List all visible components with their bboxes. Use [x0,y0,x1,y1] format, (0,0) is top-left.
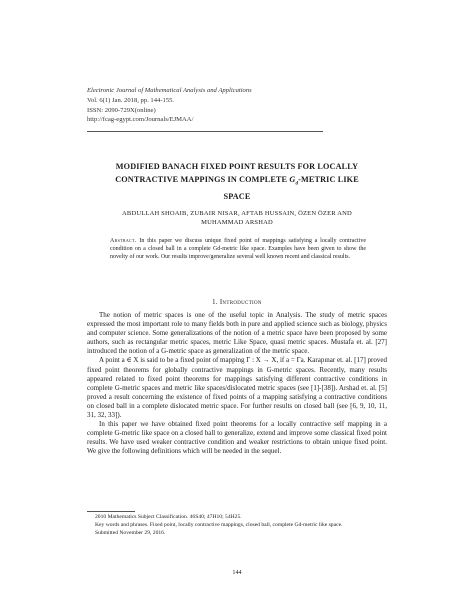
journal-volume: Vol. 6(1) Jan. 2018, pp. 144-155. [87,96,175,104]
journal-name: Electronic Journal of Mathematical Analysis and Applications [87,87,252,94]
title-line-2-post: -METRIC LIKE [298,174,359,184]
footnote-rule [87,511,135,512]
section-heading [87,299,387,306]
title-math-gd: $G_d$ [289,174,299,187]
title-line-3: SPACE [223,191,251,201]
abstract-label: Abstract. [110,238,137,244]
authors-line-1: ABDULLAH SHOAIB, ZUBAIR NISAR, AFTAB HUSSAIN, ÖZEN ÖZER AND [122,210,352,217]
footnote-submitted: Submitted November 29, 2016. [95,529,166,536]
author-list [87,210,387,227]
header-rule [87,131,323,132]
section-number: 1. [212,299,218,306]
abstract-text: In this paper we discuss unique fixed point of mappings satisfying a locally contractive condition on a closed ball in a complete Gd-metric like space. Examples have been given to show the novelty of our work. Our results improve/generalize several well known recent and classical results. [110,238,367,260]
journal-header [87,86,387,125]
paper-title [87,161,387,203]
title-line-1: MODIFIED BANACH FIXED POINT RESULTS FOR LOCALLY [115,162,359,171]
paragraph-3: In this paper we have obtained fixed point theorems for a locally contractive self mapping in a complete G-metric like space on a closed ball to generalize, extend and improve some classical fixed point results. We have used weaker contractive condition and weaker restrictions to obtain unique fixed point. We give the following definitions which will be needed in the sequel. [87,420,387,456]
footnotes [87,514,387,538]
page-number: 144 [232,569,242,576]
paragraph-2: A point a ∈ X is said to be a fixed point of mapping Γ : X → X, if a = Γa. Karapınar et. al. [17] proved fixed point theorems for globally contractive mappings in G-metric spaces. Recently, many results appeared related to fixed point theorems for mappings satisfying different contractive conditions in complete G-metric spaces and metric like spaces/dislocated metric spaces (see [1]-[38]). Arshad et. al. [5] proved a result concerning the existence of fixed points of a mapping satisfying a contractive conditions on closed ball in a complete dislocated metric space. For further results on closed ball (see [6, 9, 10, 11, 31, 32, 33]). [87,356,387,420]
abstract [110,238,366,262]
authors-line-2: MUHAMMAD ARSHAD [201,218,273,226]
journal-issn: ISSN: 2090-729X(online) [87,106,156,114]
paragraph-1: The notion of metric spaces is one of the useful topic in Analysis. The study of metric spaces expressed the most important role to many fields both in pure and applied science such as biology, physics and computer science. Some generalizations of the notion of a metric space have been proposed by some authors, such as rectangular metric spaces, metric Like Space, quasi metric spaces. Mustafa et. al. [27] introduced the notion of a G-metric space as generalization of the metric space. [87,311,387,356]
journal-url[interactable]: http://fcag-egypt.com/Journals/EJMAA/ [87,116,194,124]
footnote-keywords: Key words and phrases. Fixed point, locally contractive mappings, closed ball, complete Gd-metric like space. [95,521,343,528]
footnote-msc: 2010 Mathematics Subject Classification. 46S40; 47H10; 54H25. [95,514,242,520]
title-line-2 [87,174,387,191]
title-line-2-pre: CONTRACTIVE MAPPINGS IN COMPLETE [115,174,290,184]
body-text [87,311,387,457]
section-title-text: Introduction [219,299,262,306]
